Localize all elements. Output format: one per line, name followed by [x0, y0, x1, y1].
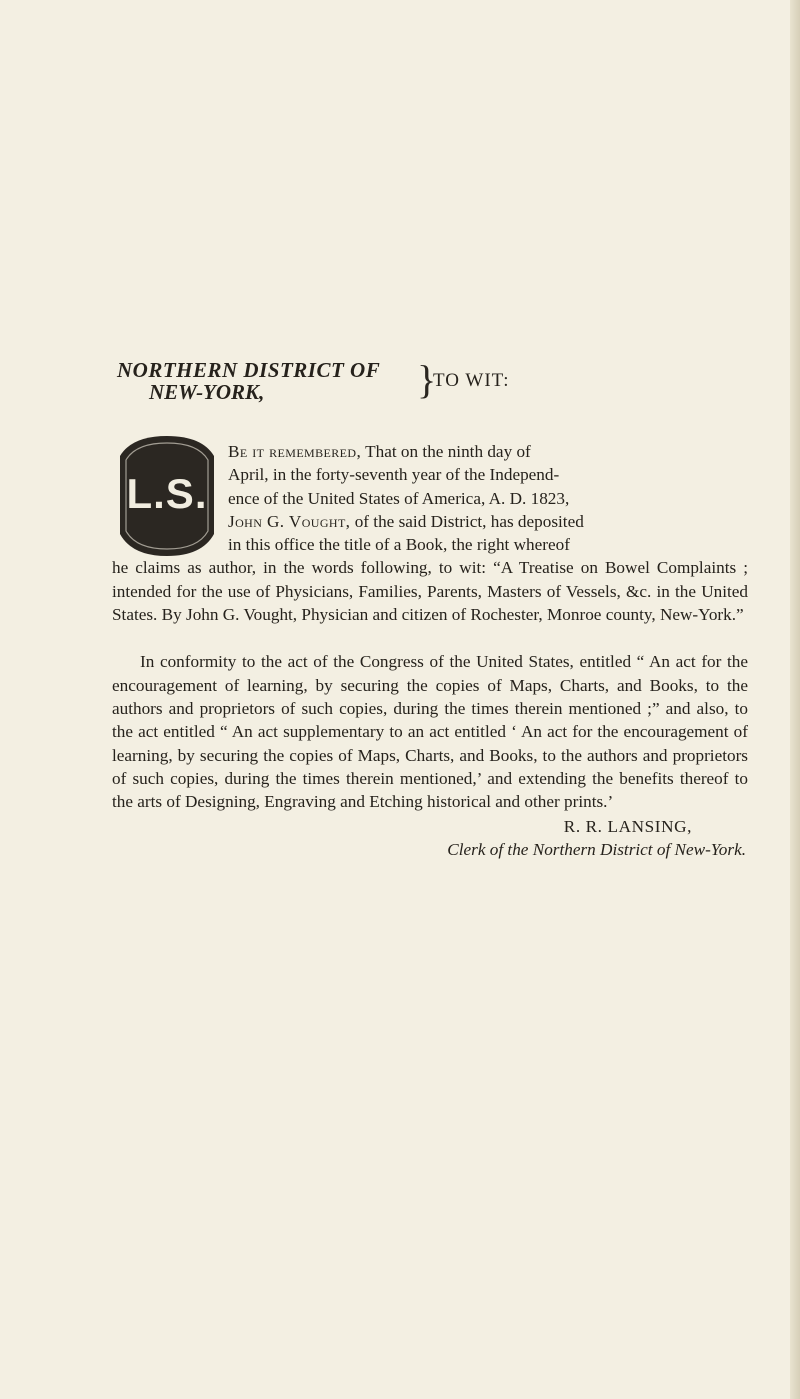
to-wit: TO WIT:: [433, 370, 510, 391]
district-header: [117, 358, 557, 405]
paragraph-registration: [112, 440, 748, 626]
registration-line-4-rest: of the said District, has deposited: [350, 511, 584, 531]
registration-line-5: in this office the title of a Book, the right whereof: [228, 535, 570, 555]
author-name: John G. Vought,: [228, 511, 351, 531]
registration-line-2: April, in the forty-seventh year of the Independ-: [228, 465, 560, 485]
copyright-notice: [112, 440, 748, 861]
seal-label: L.S.: [126, 470, 208, 517]
page-edge: [790, 0, 800, 1399]
be-it-remembered: Be it remembered,: [228, 442, 362, 461]
registration-line-1: [112, 440, 748, 463]
conformity-text: In conformity to the act of the Congress of the United States, entitled “ An act for the encouragement of learning, by securing the copies of Maps, Charts, and Books, to the authors and proprietors of such copies, during the times therein mentioned ;” and also, to the act entitled “ An act supplementary to an act entitled ‘ An act for the encouragement of learning, by securing the copies of Maps, Charts, and Books, to the authors and proprietors of such copies, during the times therein mentioned,’ and extending the benefits thereof to the arts of Designing, Engraving and Etching historical and other prints.’: [112, 652, 748, 812]
clerk-title: Clerk of the Northern District of New-York.: [447, 839, 746, 859]
state-name: NEW-YORK,: [149, 380, 265, 404]
clerk-signature: R. R. LANSING,: [563, 817, 692, 837]
district-name: NORTHERN DISTRICT OF: [117, 358, 381, 382]
paragraph-conformity: [112, 650, 748, 813]
registration-line-1-rest: That on the ninth day of: [361, 442, 531, 461]
registration-text-rest: he claims as author, in the words following, to wit: “A Treatise on Bowel Complaints ; intended for the use of Physicians, Families, Parents, Masters of Vessels, &c. in the United States. By John G. Vought, Physician and citizen of Rochester, Monroe county, New-York.”: [112, 558, 748, 625]
registration-line-3: ence of the United States of America, A. D. 1823,: [228, 488, 570, 508]
brace-symbol: }: [417, 357, 437, 402]
registration-line-4: [112, 510, 748, 533]
